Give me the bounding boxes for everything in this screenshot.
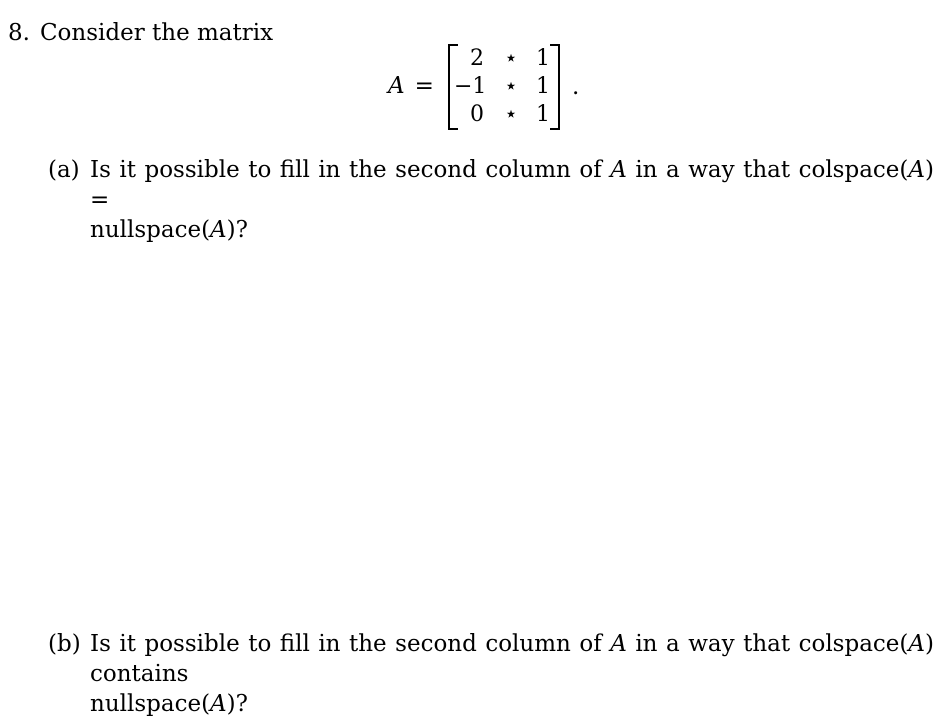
matrix-cell-star: ⋆	[504, 74, 518, 99]
matrix-cell: 1	[536, 102, 550, 127]
problem-intro: Consider the matrix	[39, 20, 274, 46]
right-bracket	[550, 44, 560, 130]
matrix-cell: 2	[470, 46, 484, 71]
part-b-line2: nullspace(A)?	[90, 691, 248, 717]
matrix-cell-star: ⋆	[504, 46, 518, 71]
part-b-text	[90, 629, 934, 719]
matrix-period: .	[572, 74, 580, 100]
matrix-cell: 1	[536, 46, 550, 71]
part-a-text	[90, 155, 934, 245]
matrix-cell-star: ⋆	[504, 102, 518, 127]
part-b-line1: Is it possible to fill in the second column of A in a way that colspace(A) contains	[90, 631, 934, 687]
matrix-cell: 0	[470, 102, 484, 127]
part-a-line2: nullspace(A)?	[90, 217, 248, 243]
matrix-name: A	[388, 73, 405, 99]
problem-heading	[8, 18, 273, 48]
matrix-equation	[388, 44, 588, 130]
part-b-label: (b)	[48, 631, 81, 657]
part-b	[48, 629, 934, 719]
matrix-lhs	[388, 71, 434, 101]
problem-number: 8.	[8, 20, 30, 46]
matrix-cell: −1	[454, 74, 487, 99]
part-a-label: (a)	[48, 157, 80, 183]
equals-sign: =	[414, 73, 434, 99]
part-a	[48, 155, 934, 245]
part-a-line1: Is it possible to fill in the second column of A in a way that colspace(A) =	[90, 157, 934, 213]
matrix-cell: 1	[536, 74, 550, 99]
